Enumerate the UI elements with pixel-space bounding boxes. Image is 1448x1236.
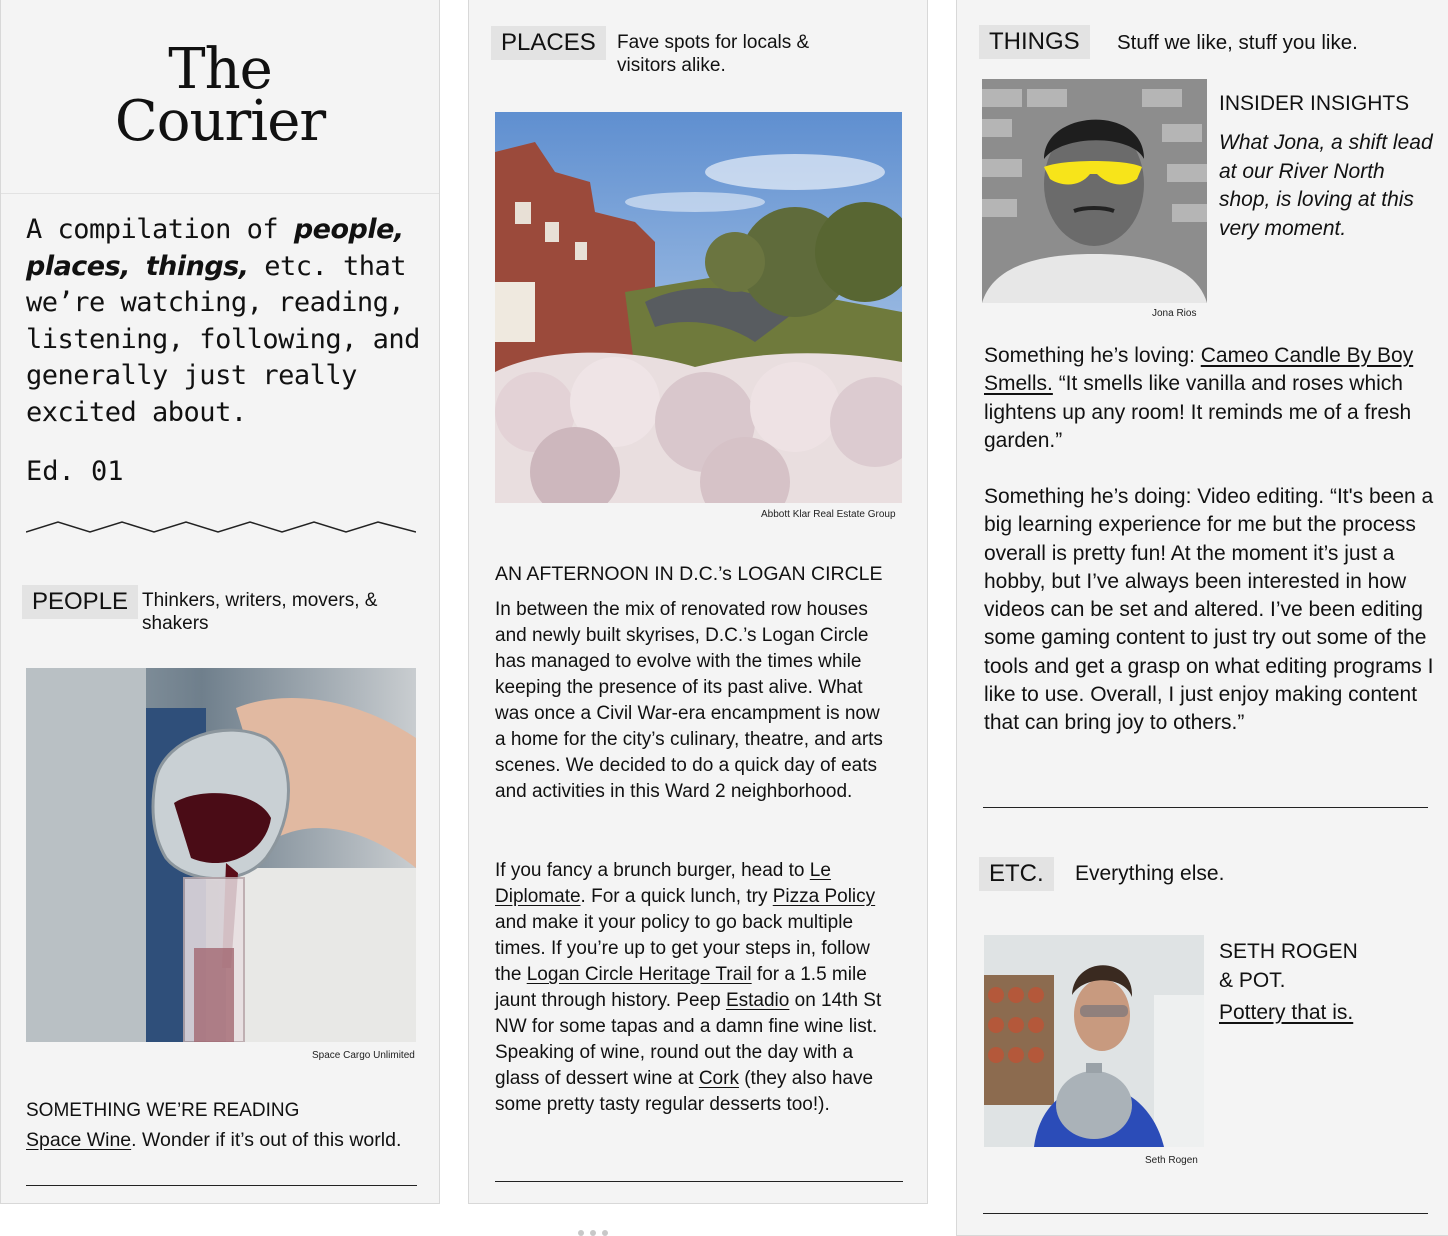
- le-diplomate-link[interactable]: Le Diplomate: [495, 860, 831, 907]
- insider-insights-heading: INSIDER INSIGHTS: [1219, 92, 1410, 115]
- publication-title: The Courier: [114, 37, 326, 154]
- photo-credit-people: Space Cargo Unlimited: [312, 1050, 415, 1061]
- logan-circle-heading: AN AFTERNOON IN D.C.’s LOGAN CIRCLE: [495, 563, 883, 585]
- jona-portrait-illustration: [982, 79, 1207, 303]
- divider-rule: [495, 1181, 903, 1182]
- something-doing-text: Something he’s doing: Video editing. “It's been a big learning experience for me but the process overall is pretty fun! At the moment it’s just a hobby, but I’ve always been interested in how videos can be set and altered. I’ve been editing some gaming content to just try out some of the tools and get a grasp on what editing programs I like to use. Overall, I just enjoy making content that can bring joy to others.”: [984, 485, 1434, 735]
- divider-rule: [26, 1185, 417, 1186]
- column-places: [468, 0, 928, 1204]
- jona-rios-photo: [982, 79, 1207, 303]
- photo-credit-places: Abbott Klar Real Estate Group: [761, 509, 896, 520]
- insider-insights-quote: What Jona, a shift lead at our River North shop, is loving at this very moment.: [1219, 131, 1433, 240]
- scroll-handle[interactable]: [578, 1230, 610, 1236]
- pottery-text: [1219, 999, 1353, 1027]
- divider-rule: [983, 807, 1428, 808]
- reading-heading: SOMETHING WE’RE READING: [26, 1100, 300, 1121]
- cameo-candle-link[interactable]: Cameo Candle By Boy Smells.: [984, 344, 1414, 396]
- column-things: [956, 0, 1448, 1236]
- something-loving-text: Something he’s loving: Cameo Candle By Boy Smells. “It smells like vanilla and roses which lightens up any room! It reminds me of a fresh garden.”: [984, 344, 1414, 452]
- section-tag-etc: ETC.: [979, 857, 1054, 891]
- section-tag-places: PLACES: [491, 26, 606, 60]
- pizza-policy-link[interactable]: Pizza Policy: [772, 886, 876, 907]
- logan-circle-paragraph-1: In between the mix of renovated row houses and newly built skyrises, D.C.’s Logan Circle has managed to evolve with the times while keeping the presence of its past alive. What was once a Civil War-era encampment is now a home for the city’s culinary, theatre, and arts scenes. We decided to do a quick day of eats and activities in this Ward 2 neighborhood.: [495, 599, 883, 802]
- seth-pottery-illustration: [984, 935, 1204, 1147]
- photo-credit-etc: Seth Rogen: [1145, 1155, 1198, 1166]
- photo-credit-things: Jona Rios: [1152, 308, 1197, 319]
- reading-text: Space Wine. Wonder if it’s out of this world.: [26, 1129, 402, 1151]
- estadio-link[interactable]: Estadio: [725, 990, 790, 1011]
- cork-link[interactable]: Cork: [698, 1068, 739, 1089]
- intro-text: A compilation of people, places, things, etc. that we’re watching, reading, listening, following, and generally just really excited about.: [26, 214, 420, 428]
- masthead: [1, 0, 439, 194]
- people-tagline: Thinkers, writers, movers, & shakers: [142, 590, 378, 634]
- zigzag-divider: [26, 514, 416, 540]
- things-tagline: Stuff we like, stuff you like.: [1117, 31, 1358, 54]
- logan-circle-paragraph-2: If you fancy a brunch burger, head to Le Diplomate. For a quick lunch, try Pizza Policy and make it your policy to go back multiple times. If you’re up to get your steps in, follow the Logan Circle Heritage Trail for a 1.5 mile jaunt through history. Peep Estadio on 14th St NW for some tapas and a damn fine wine list. Speaking of wine, round out the day with a glass of dessert wine at Cork (they also have some pretty tasty regular desserts too!).: [495, 860, 882, 1115]
- etc-tagline: Everything else.: [1075, 862, 1225, 885]
- section-tag-people: PEOPLE: [22, 585, 138, 619]
- logan-circle-illustration: [495, 112, 902, 503]
- divider-rule: [983, 1213, 1428, 1214]
- edition-number: Ed. 01: [26, 456, 124, 487]
- logan-circle-photo: [495, 112, 902, 503]
- space-wine-link[interactable]: Space Wine: [26, 1129, 132, 1151]
- heritage-trail-link[interactable]: Logan Circle Heritage Trail: [526, 964, 752, 985]
- seth-rogen-photo: [984, 935, 1204, 1147]
- pottery-link[interactable]: Pottery that is.: [1219, 1001, 1354, 1024]
- wine-pour-illustration: [26, 668, 416, 1042]
- places-tagline: Fave spots for locals & visitors alike.: [617, 32, 810, 76]
- seth-rogen-heading: SETH ROGEN & POT.: [1219, 940, 1358, 992]
- section-tag-things: THINGS: [979, 25, 1090, 59]
- space-wine-photo: [26, 668, 416, 1042]
- column-people: [0, 0, 440, 1204]
